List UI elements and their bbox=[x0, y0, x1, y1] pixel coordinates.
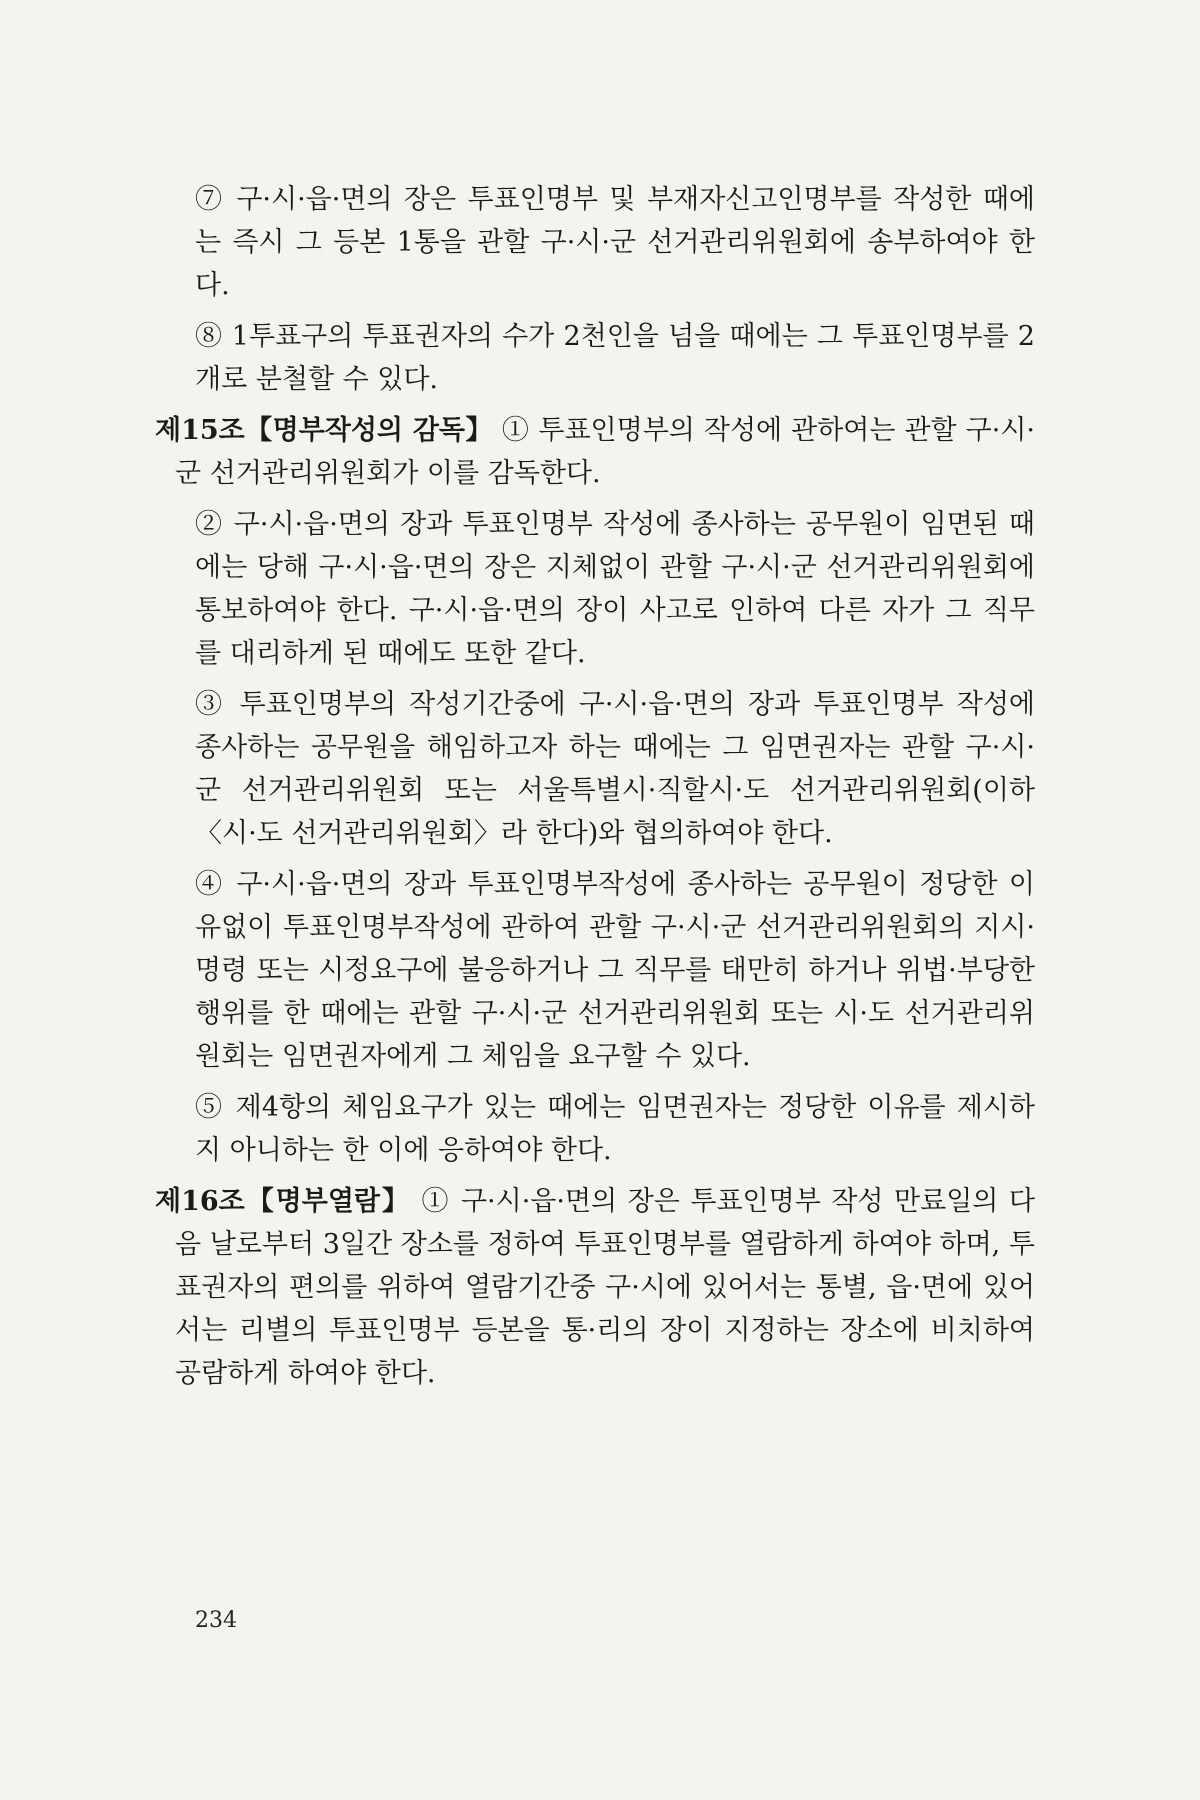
article-15 bbox=[155, 409, 1035, 495]
article-15-clause-4: ④ 구·시·읍·면의 장과 투표인명부작성에 종사하는 공무원이 정당한 이유없이 투표인명부작성에 관하여 관할 구·시·군 선거관리위원회의 지시·명령 또는 시정요구에 불응하거나 그 직무를 태만히 하거나 위법·부당한 행위를 한 때에는 관할 구·시·군 선거관리위원회 또는 시·도 선거관리위원회는 임면권자에게 그 체임을 요구할 수 있다. bbox=[195, 869, 1035, 1072]
clause-7: ⑦ 구·시·읍·면의 장은 투표인명부 및 부재자신고인명부를 작성한 때에는 즉시 그 등본 1통을 관할 구·시·군 선거관리위원회에 송부하여야 한다. bbox=[195, 184, 1035, 301]
article-15-clause-5: ⑤ 제4항의 체임요구가 있는 때에는 임면권자는 정당한 이유를 제시하지 아니하는 한 이에 응하여야 한다. bbox=[195, 1092, 1035, 1166]
article-16 bbox=[155, 1180, 1035, 1395]
clause-8: ⑧ 1투표구의 투표권자의 수가 2천인을 넘을 때에는 그 투표인명부를 2개로 분철할 수 있다. bbox=[195, 321, 1035, 395]
article-15-heading: 제15조【명부작성의 감독】 bbox=[155, 415, 493, 446]
article-16-clause-1: ① 구·시·읍·면의 장은 투표인명부 작성 만료일의 다음 날로부터 3일간 장소를 정하여 투표인명부를 열람하게 하여야 하며, 투표권자의 편의를 위하여 열람기간중 구·시에 있어서는 통별, 읍·면에 있어서는 리별의 투표인명부 등본을 통·리의 장이 지정하는 장소에 비치하여 공람하게 하여야 한다. bbox=[175, 1186, 1035, 1389]
page-number: 234 bbox=[195, 1608, 237, 1633]
article-15-clause-1: ① 투표인명부의 작성에 관하여는 관할 구·시·군 선거관리위원회가 이를 감독한다. bbox=[175, 415, 1035, 489]
article-15-clause-2: ② 구·시·읍·면의 장과 투표인명부 작성에 종사하는 공무원이 임면된 때에는 당해 구·시·읍·면의 장은 지체없이 관할 구·시·군 선거관리위원회에 통보하여야 한다. 구·시·읍·면의 장이 사고로 인하여 다른 자가 그 직무를 대리하게 된 때에도 또한 같다. bbox=[195, 509, 1035, 669]
article-16-heading: 제16조【명부열람】 bbox=[155, 1186, 411, 1217]
article-15-clause-3: ③ 투표인명부의 작성기간중에 구·시·읍·면의 장과 투표인명부 작성에 종사하는 공무원을 해임하고자 하는 때에는 그 임면권자는 관할 구·시·군 선거관리위원회 또는 서울특별시·직할시·도 선거관리위원회(이하 〈시·도 선거관리위원회〉라 한다)와 협의하여야 한다. bbox=[195, 689, 1035, 849]
body-text bbox=[155, 178, 1035, 1403]
